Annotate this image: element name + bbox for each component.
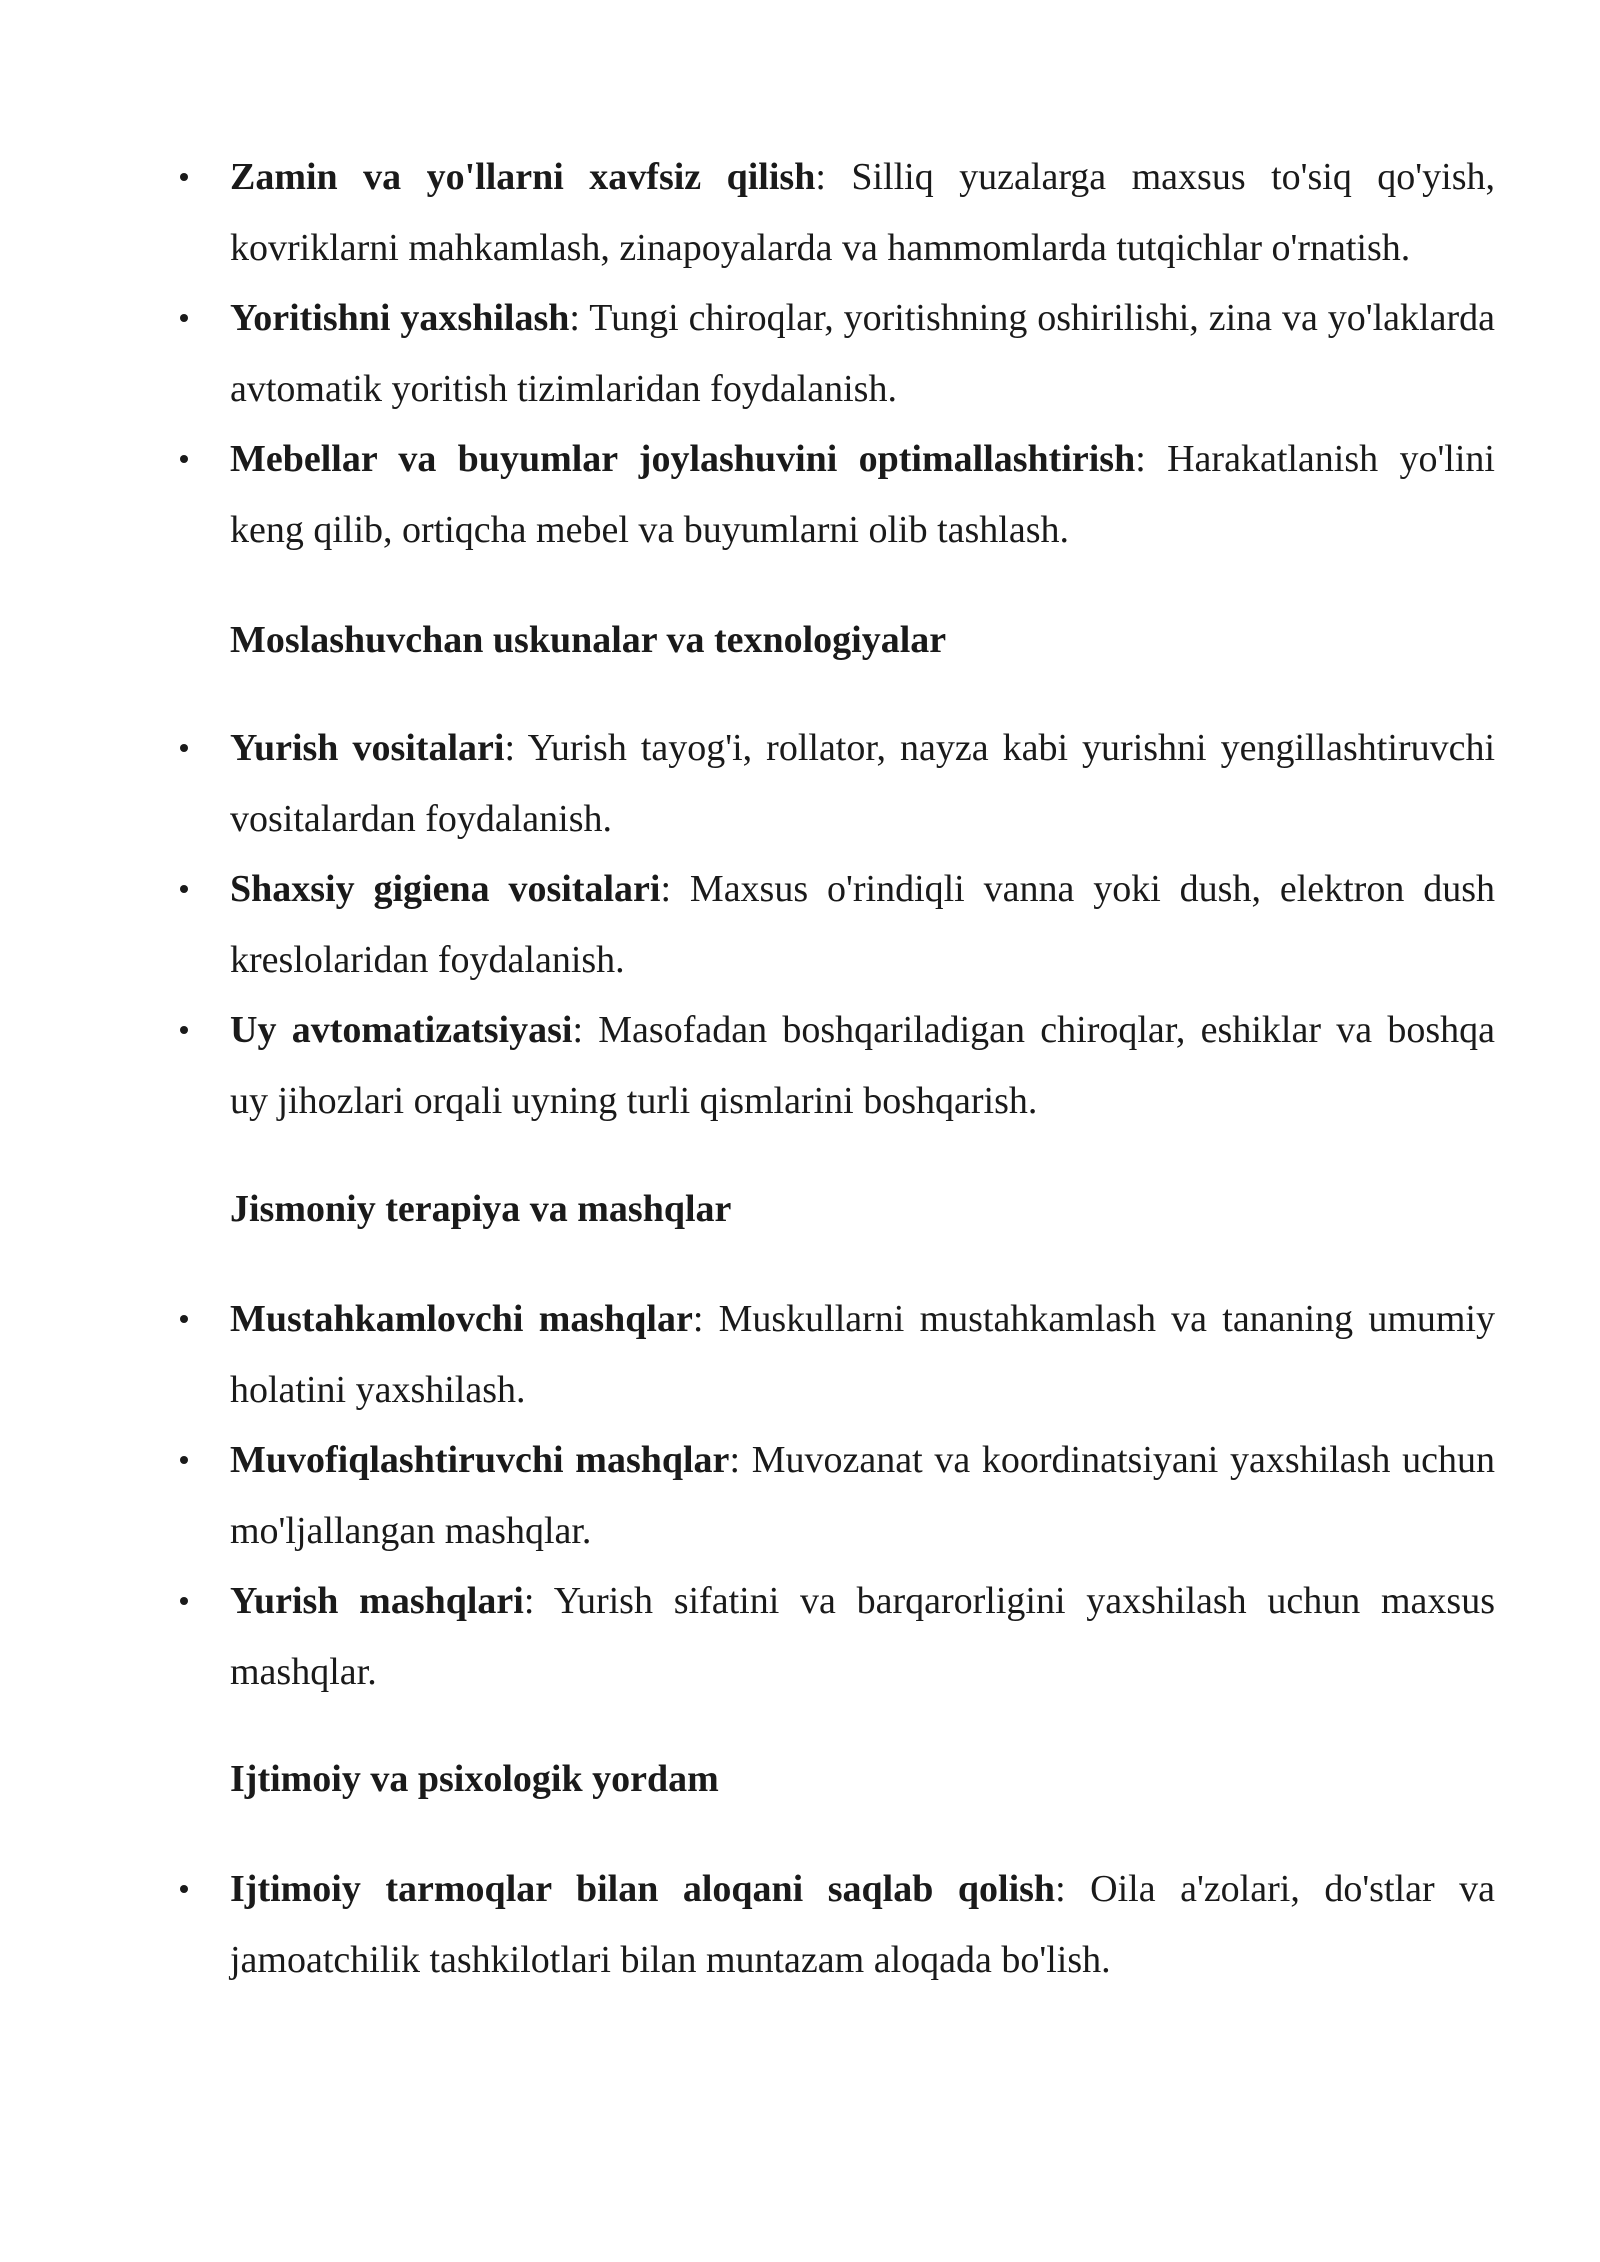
list-item bbox=[0, 1854, 1495, 1995]
bullet-icon bbox=[180, 1315, 188, 1323]
item-term: Muvofiqlashtiruvchi mashqlar bbox=[230, 1439, 730, 1481]
bullet-icon bbox=[180, 173, 188, 181]
list-item bbox=[0, 1566, 1495, 1707]
item-text: : Harakatlanish yo'lini keng qilib, ortiqcha mebel va buyumlarni olib tashlash. bbox=[230, 438, 1495, 551]
bullet-icon bbox=[180, 314, 188, 322]
bullet-list bbox=[0, 713, 1600, 1136]
list-item bbox=[0, 1284, 1495, 1425]
item-text: : Yurish sifatini va barqarorligini yaxshilash uchun maxsus mashqlar. bbox=[230, 1580, 1495, 1693]
bullet-list bbox=[0, 1854, 1600, 1995]
item-term: Yurish vositalari bbox=[230, 727, 505, 769]
section-heading: Moslashuvchan uskunalar va texnologiyalar bbox=[230, 619, 947, 661]
item-text: : Oila a'zolari, do'stlar va jamoatchilik tashkilotlari bilan muntazam aloqada bo'lish. bbox=[230, 1868, 1495, 1981]
item-term: Zamin va yo'llarni xavfsiz qilish bbox=[230, 156, 816, 198]
bullet-icon bbox=[180, 455, 188, 463]
list-item bbox=[0, 713, 1495, 854]
item-text: : Yurish tayog'i, rollator, nayza kabi yurishni yengillashtiruvchi vositalardan foydalanish. bbox=[230, 727, 1496, 840]
bullet-icon bbox=[180, 744, 188, 752]
bullet-icon bbox=[180, 1885, 188, 1893]
item-text: : Silliq yuzalarga maxsus to'siq qo'yish, kovriklarni mahkamlash, zinapoyalarda va hammomlarda tutqichlar o'rnatish. bbox=[230, 156, 1495, 269]
section-social-support bbox=[0, 1854, 1600, 1995]
bullet-list bbox=[0, 1284, 1600, 1707]
section-heading: Ijtimoiy va psixologik yordam bbox=[230, 1758, 719, 1800]
list-item bbox=[0, 142, 1495, 283]
list-item bbox=[0, 854, 1495, 995]
item-term: Mustahkamlovchi mashqlar bbox=[230, 1298, 693, 1340]
bullet-list bbox=[0, 142, 1600, 565]
bullet-icon bbox=[180, 885, 188, 893]
list-item bbox=[0, 424, 1495, 565]
item-term: Mebellar va buyumlar joylashuvini optimallashtirish bbox=[230, 438, 1136, 480]
item-text: : Muvozanat va koordinatsiyani yaxshilash uchun mo'ljallangan mashqlar. bbox=[230, 1439, 1495, 1552]
item-term: Yurish mashqlari bbox=[230, 1580, 524, 1622]
bullet-icon bbox=[180, 1456, 188, 1464]
section-home-safety bbox=[0, 142, 1600, 565]
section-adaptive-equipment bbox=[0, 713, 1600, 1136]
item-term: Ijtimoiy tarmoqlar bilan aloqani saqlab qolish bbox=[230, 1868, 1056, 1910]
item-term: Uy avtomatizatsiyasi bbox=[230, 1009, 573, 1051]
list-item bbox=[0, 283, 1495, 424]
section-physical-therapy bbox=[0, 1284, 1600, 1707]
bullet-icon bbox=[180, 1026, 188, 1034]
item-term: Shaxsiy gigiena vositalari bbox=[230, 868, 661, 910]
item-text: : Masofadan boshqariladigan chiroqlar, eshiklar va boshqa uy jihozlari orqali uyning turli qismlarini boshqarish. bbox=[230, 1009, 1495, 1122]
item-text: : Tungi chiroqlar, yoritishning oshirilishi, zina va yo'laklarda avtomatik yoritish tizimlaridan foydalanish. bbox=[230, 297, 1495, 410]
item-text: : Maxsus o'rindiqli vanna yoki dush, elektron dush kreslolaridan foydalanish. bbox=[230, 868, 1495, 981]
list-item bbox=[0, 1425, 1495, 1566]
bullet-icon bbox=[180, 1597, 188, 1605]
list-item bbox=[0, 995, 1495, 1136]
section-heading: Jismoniy terapiya va mashqlar bbox=[230, 1188, 732, 1230]
item-term: Yoritishni yaxshilash bbox=[230, 297, 570, 339]
item-text: : Muskullarni mustahkamlash va tananing umumiy holatini yaxshilash. bbox=[230, 1298, 1495, 1411]
